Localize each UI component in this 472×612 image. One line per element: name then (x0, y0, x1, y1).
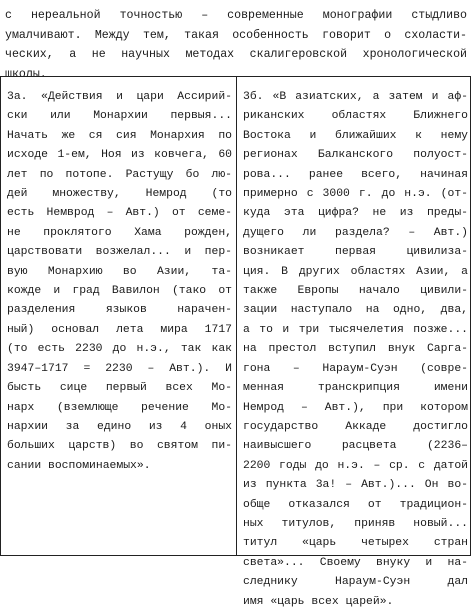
left-line: лет по потопе. Растущу бо лю- (7, 168, 232, 181)
right-line: гона – Нараум-Суэн (совре- (243, 362, 468, 375)
left-line: есть Немврод – Авт.) от семе- (7, 207, 232, 220)
left-line: 3а. «Действия и цари Ассирий- (7, 91, 232, 103)
right-line: куда эта цифра? не из преды- (243, 207, 468, 220)
right-line: менная транскрипция имени (243, 382, 468, 395)
right-line: регионах Балканского полуост- (243, 149, 468, 162)
right-line: риканских областях Ближнего (243, 110, 468, 123)
right-line: дущего ли раздела? – Авт.) (243, 226, 468, 239)
left-line: кожде и град Вавилон (тако от (7, 285, 232, 298)
right-line: 3б. «В азиатских, а затем и аф- (243, 91, 468, 103)
right-column-text (243, 88, 468, 612)
left-line: 3947–1717 = 2230 – Авт.). И (7, 362, 232, 375)
right-line: ция. В других областях Азии, а (243, 265, 468, 278)
left-line: больших царств) во святом пи- (7, 440, 232, 453)
right-line: возникает первая цивилиза- (243, 246, 468, 259)
right-line: света»... Своему внуку и на- (243, 556, 468, 569)
column-divider (236, 77, 237, 555)
right-line: имя «царь всех царей». (243, 595, 394, 608)
right-line: государство Аккаде достигло (243, 420, 468, 433)
right-line: Немрод – Авт.), при котором (243, 401, 468, 414)
left-line: (то есть 2230 до н.э., так как (7, 343, 232, 356)
right-line: на престол вступил внук Сарга- (243, 343, 468, 356)
right-line: из пункта 3а! – Авт.)... Он во- (243, 479, 468, 492)
left-line: не проклятого Хама рожден, (7, 226, 232, 239)
right-line: 2200 годы до н.э. – ср. с датой (243, 459, 468, 472)
left-line: вую Монархию во Азии, та- (7, 265, 232, 278)
right-line: также Европы начало цивили- (243, 285, 468, 298)
intro-line: с нереальной точностью – современные монографии стыдливо (5, 9, 467, 22)
right-line: титул «царь четырех стран (243, 537, 468, 550)
right-line: следнику Нараум-Суэн дал (243, 576, 468, 589)
left-line: бысть сице первый всех Мо- (7, 382, 232, 395)
left-line: нархии за едино из 4 оных (7, 420, 232, 433)
right-line: примерно с 3000 г. до н.э. (от- (243, 188, 468, 201)
right-line: наивысшего расцвета (2236– (243, 440, 468, 453)
left-line: дей множеству, Немрод (то (7, 188, 232, 201)
intro-paragraph (5, 6, 467, 84)
left-line: сании воспоминаемых». (7, 459, 151, 472)
right-line: Востока и ближайших к нему (243, 129, 468, 142)
right-line: а то и три тысячелетия позже... (243, 323, 468, 336)
right-line: обще отказался от традицион- (243, 498, 468, 511)
left-column-text (7, 88, 232, 476)
left-line: исходе 1-ем, Ноя из ковчега, 60 (7, 149, 232, 162)
intro-line: школы. (5, 67, 47, 81)
right-line: рова... ранее всего, начиная (243, 168, 468, 181)
right-line: ных титулов, приняв новый... (243, 517, 468, 530)
intro-line: умалчивают. Между тем, такая особенность говорит о схоласти- (5, 28, 467, 42)
intro-line: ческих, а не научных методах скалигеровской хронологической (5, 48, 467, 61)
left-line: нарх (вземлюще речение Мо- (7, 401, 232, 414)
left-line: ный) основал лета мира 1717 (7, 323, 232, 336)
left-line: разделения языков нарачен- (7, 304, 232, 317)
left-line: ски или Монархии первыя... (7, 110, 232, 123)
left-line: Начать же ся сия Монархия по (7, 129, 232, 142)
comparison-table (0, 76, 471, 608)
left-line: царствовати возжелал... и пер- (7, 246, 232, 259)
right-line: зации наступало на одно, два, (243, 304, 468, 317)
